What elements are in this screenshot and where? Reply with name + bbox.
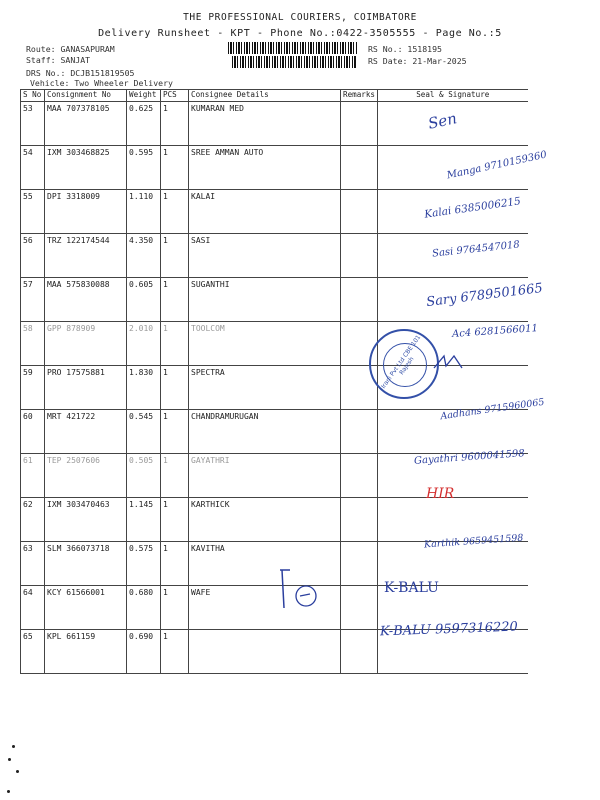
cell-consignment: DPI 3318009 xyxy=(45,190,127,234)
cell-remarks xyxy=(341,454,378,498)
cell-consignment: PRO 17575881 xyxy=(45,366,127,410)
cell-sno: 65 xyxy=(21,630,45,674)
cell-pcs: 1 xyxy=(161,322,189,366)
cell-weight: 0.545 xyxy=(127,410,161,454)
cell-remarks xyxy=(341,586,378,630)
cell-consignee: SREE AMMAN AUTO xyxy=(189,146,341,190)
cell-consignment: SLM 366073718 xyxy=(45,542,127,586)
cell-consignee: SUGANTHI xyxy=(189,278,341,322)
stamp-text: Irani Pvt Ltd CBE 101 Rajesh xyxy=(380,333,423,391)
cell-weight: 0.575 xyxy=(127,542,161,586)
cell-consignee: GAYATHRI xyxy=(189,454,341,498)
cell-pcs: 1 xyxy=(161,498,189,542)
cell-sno: 63 xyxy=(21,542,45,586)
speck xyxy=(16,770,19,773)
cell-remarks xyxy=(341,410,378,454)
cell-pcs: 1 xyxy=(161,234,189,278)
speck xyxy=(8,758,11,761)
cell-weight: 1.145 xyxy=(127,498,161,542)
signature-56: Sasi 9764547018 xyxy=(431,239,521,260)
column-header: S No xyxy=(21,90,45,102)
cell-remarks xyxy=(341,102,378,146)
cell-consignment: TEP 2507606 xyxy=(45,454,127,498)
cell-weight: 0.505 xyxy=(127,454,161,498)
cell-weight: 0.595 xyxy=(127,146,161,190)
cell-weight: 1.110 xyxy=(127,190,161,234)
drs-number: DRS No.: DCJB151819505 xyxy=(26,68,135,78)
cell-consignment: MAA 707378105 xyxy=(45,102,127,146)
cell-sno: 57 xyxy=(21,278,45,322)
signature-64: Karthik 9659451598 xyxy=(423,532,524,551)
column-header: Seal & Signature xyxy=(378,90,528,102)
company-title: THE PROFESSIONAL COURIERS, COIMBATORE xyxy=(183,12,417,23)
cell-consignment: KPL 661159 xyxy=(45,630,127,674)
cell-consignment: MRT 421722 xyxy=(45,410,127,454)
cell-consignee: WAFE xyxy=(189,586,341,630)
cell-sno: 64 xyxy=(21,586,45,630)
signature-65-phone: K-BALU 9597316220 xyxy=(379,619,519,640)
signature-53: Sen xyxy=(426,109,459,133)
vehicle-label: Vehicle: Two Wheeler Delivery xyxy=(30,78,173,88)
cell-remarks xyxy=(341,278,378,322)
route-label: Route: GANASAPURAM xyxy=(26,44,115,54)
cell-weight: 1.830 xyxy=(127,366,161,410)
cell-weight: 4.350 xyxy=(127,234,161,278)
cell-consignee: KALAI xyxy=(189,190,341,234)
cell-consignee: SASI xyxy=(189,234,341,278)
cell-consignment: IXM 303468825 xyxy=(45,146,127,190)
cell-consignee: KUMARAN MED xyxy=(189,102,341,146)
table-row xyxy=(21,498,528,542)
barcode-bottom xyxy=(232,56,356,68)
barcode-top xyxy=(228,42,358,54)
cell-consignment: GPP 878909 xyxy=(45,322,127,366)
cell-sno: 58 xyxy=(21,322,45,366)
column-header: Weight xyxy=(127,90,161,102)
column-header: Remarks xyxy=(341,90,378,102)
cell-pcs: 1 xyxy=(161,146,189,190)
cell-sno: 54 xyxy=(21,146,45,190)
staff-label: Staff: SANJAT xyxy=(26,55,91,65)
cell-pcs: 1 xyxy=(161,190,189,234)
cell-sno: 60 xyxy=(21,410,45,454)
signature-65-name: K-BALU xyxy=(384,580,439,596)
cell-consignee: TOOLCOM xyxy=(189,322,341,366)
cell-consignee: KAVITHA xyxy=(189,542,341,586)
signature-62: Gayathri 9600041598 xyxy=(413,448,526,467)
cell-pcs: 1 xyxy=(161,410,189,454)
cell-pcs: 1 xyxy=(161,278,189,322)
cell-weight: 2.010 xyxy=(127,322,161,366)
cell-pcs: 1 xyxy=(161,102,189,146)
cell-remarks xyxy=(341,190,378,234)
signature-54: Manga 9710159360 xyxy=(445,149,548,182)
cell-remarks xyxy=(341,498,378,542)
stamp-scrawl xyxy=(432,350,468,374)
scribble-mark xyxy=(270,566,340,616)
cell-weight: 0.680 xyxy=(127,586,161,630)
cell-weight: 0.690 xyxy=(127,630,161,674)
cell-pcs: 1 xyxy=(161,586,189,630)
cell-consignment: MAA 575830088 xyxy=(45,278,127,322)
speck xyxy=(7,790,10,793)
runsheet-subtitle: Delivery Runsheet - KPT - Phone No.:0422-3505555 - Page No.:5 xyxy=(98,28,502,39)
cell-consignment: KCY 61566001 xyxy=(45,586,127,630)
cell-sno: 61 xyxy=(21,454,45,498)
cell-sno: 56 xyxy=(21,234,45,278)
cell-remarks xyxy=(341,542,378,586)
rs-date: RS Date: 21-Mar-2025 xyxy=(368,56,467,66)
cell-consignee: CHANDRAMURUGAN xyxy=(189,410,341,454)
signature-63-red: HIR xyxy=(426,486,455,502)
signature-60: Aadhans 9715960065 xyxy=(439,396,546,423)
cell-consignment: TRZ 122174544 xyxy=(45,234,127,278)
column-header: Consignee Details xyxy=(189,90,341,102)
signature-55: Kalai 6385006215 xyxy=(423,195,522,221)
cell-remarks xyxy=(341,234,378,278)
cell-consignee xyxy=(189,630,341,674)
signature-57: Sary 6789501665 xyxy=(425,280,544,311)
cell-pcs: 1 xyxy=(161,366,189,410)
cell-weight: 0.625 xyxy=(127,102,161,146)
cell-consignment: IXM 303470463 xyxy=(45,498,127,542)
cell-remarks xyxy=(341,630,378,674)
cell-pcs: 1 xyxy=(161,542,189,586)
cell-sno: 53 xyxy=(21,102,45,146)
cell-remarks xyxy=(341,146,378,190)
cell-sno: 59 xyxy=(21,366,45,410)
speck xyxy=(12,745,15,748)
cell-sno: 55 xyxy=(21,190,45,234)
cell-pcs: 1 xyxy=(161,454,189,498)
signature-58: Ac4 6281566011 xyxy=(451,323,539,340)
column-header: PCS xyxy=(161,90,189,102)
courier-stamp xyxy=(369,329,439,399)
column-header: Consignment No xyxy=(45,90,127,102)
cell-consignee: SPECTRA xyxy=(189,366,341,410)
table-header-row xyxy=(21,90,528,102)
cell-consignee: KARTHICK xyxy=(189,498,341,542)
cell-pcs: 1 xyxy=(161,630,189,674)
table-row xyxy=(21,146,528,190)
rs-number: RS No.: 1518195 xyxy=(368,44,442,54)
cell-sno: 62 xyxy=(21,498,45,542)
cell-weight: 0.605 xyxy=(127,278,161,322)
